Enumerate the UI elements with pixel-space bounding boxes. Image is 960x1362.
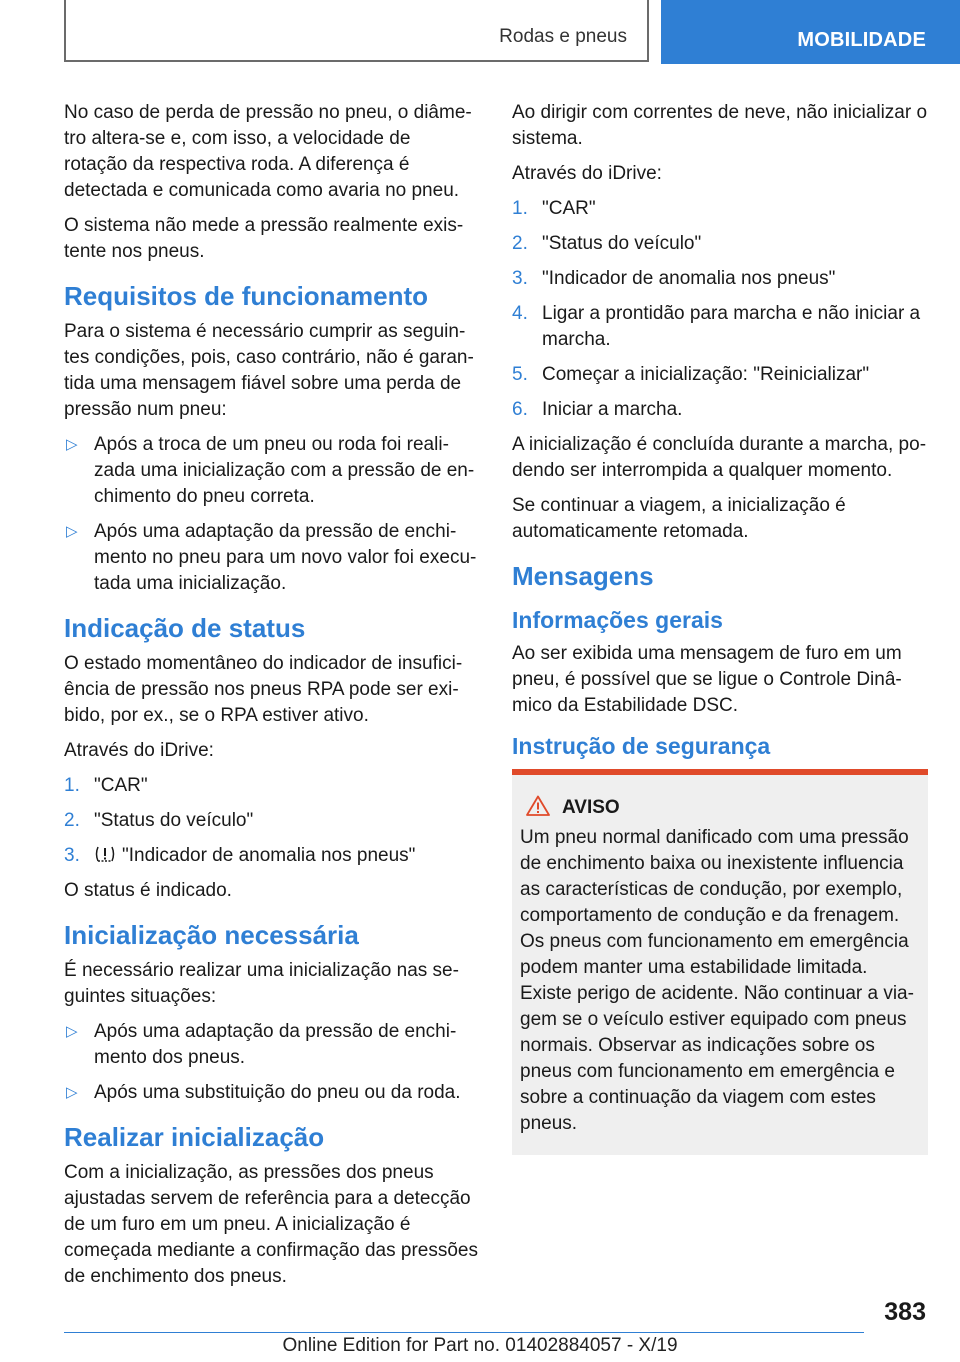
paragraph: No caso de perda de pressão no pneu, o diâmetro altera-se e, com isso, a velocidade de rotação da respectiva roda. A diferença é detectada e comunicada como avaria no pneu. <box>64 102 472 201</box>
list-item: 2. "Status do veículo" <box>64 810 254 831</box>
list-item: 5. Começar a inicialização: "Reinicializar" <box>512 364 870 385</box>
paragraph: Através do iDrive: <box>64 740 214 761</box>
triangle-bullet-icon: ▷ <box>66 1023 78 1040</box>
requirements-list <box>64 432 478 597</box>
list-item: 3. "Indicador de anomalia nos pneus" <box>64 845 416 866</box>
paragraph: Ao ser exibida uma mensagem de furo em um pneu, é possível que se ligue o Controle Dinâmico da Estabilidade DSC. <box>512 643 902 716</box>
paragraph: Se continuar a viagem, a inicialização é automaticamente retomada. <box>512 495 846 542</box>
paragraph: É necessário realizar uma inicialização nas seguintes situações: <box>64 960 459 1007</box>
header-chapter-box <box>661 0 960 64</box>
paragraph: O sistema não mede a pressão realmente existente nos pneus. <box>64 215 464 262</box>
paragraph: O estado momentâneo do indicador de insuficiência de pressão nos pneus RPA pode ser exibido, por ex., se o RPA estiver ativo. <box>64 653 463 726</box>
paragraph: Para o sistema é necessário cumprir as seguintes condições, pois, caso contrário, não é garantida uma mensagem fiável sobre uma perda de pressão num pneu: <box>64 321 474 420</box>
heading-status: Indicação de status <box>64 613 306 643</box>
heading-init-needed: Inicialização necessária <box>64 920 359 950</box>
tire-pressure-warning-icon <box>94 844 116 864</box>
list-item: ▷ Após uma adaptação da pressão de enchimento no pneu para um novo valor foi executada uma inicialização. <box>66 521 477 594</box>
list-item: ▷ Após uma adaptação da pressão de enchimento dos pneus. <box>66 1021 457 1068</box>
list-item: 4. Ligar a prontidão para marcha e não iniciar a marcha. <box>512 303 921 350</box>
triangle-bullet-icon: ▷ <box>66 1084 78 1101</box>
warning-triangle-icon <box>526 795 550 816</box>
triangle-bullet-icon: ▷ <box>66 436 78 453</box>
list-item: ▷ Após a troca de um pneu ou roda foi realizada uma inicialização com a pressão de enchimento do pneu correta. <box>66 434 475 507</box>
paragraph: A inicialização é concluída durante a marcha, podendo ser interrompida a qualquer momento. <box>512 434 927 481</box>
warning-title: AVISO <box>520 795 914 821</box>
warning-box <box>512 769 928 1155</box>
list-item: 3. "Indicador de anomalia nos pneus" <box>512 268 836 289</box>
heading-requirements: Requisitos de funcionamento <box>64 281 429 311</box>
init-steps <box>512 196 928 423</box>
paragraph: Através do iDrive: <box>512 163 662 184</box>
init-needed-list <box>64 1019 478 1106</box>
header-section-title: Rodas e pneus <box>499 26 627 47</box>
paragraph: Ao dirigir com correntes de neve, não inicializar o sistema. <box>512 102 928 149</box>
warning-text: Um pneu normal danificado com uma pressão de enchimento baixa ou inexistente influencia as características de condução, por exemplo, comportamento de condução e da frenagem. Os pneus com funcionamento em emergência podem manter uma estabilidade limitada. Existe perigo de acidente. Não continuar a viagem se o veículo estiver equipado com pneus normais. Observar as indicações sobre os pneus com funcionamento em emergência e sobre a continuação da viagem com estes pneus. <box>520 827 914 1134</box>
header-section-box <box>64 0 649 62</box>
left-column <box>64 100 478 1299</box>
heading-do-init: Realizar inicialização <box>64 1122 325 1152</box>
header-chapter-title: MOBILIDADE <box>797 29 926 51</box>
list-item: 6. Iniciar a marcha. <box>512 399 683 420</box>
triangle-bullet-icon: ▷ <box>66 523 78 540</box>
list-item: 2. "Status do veículo" <box>512 233 702 254</box>
status-steps <box>64 773 478 869</box>
page-header <box>0 0 960 66</box>
heading-general-info: Informações gerais <box>512 607 723 633</box>
page-number: 383 <box>884 1298 926 1326</box>
heading-messages: Mensagens <box>512 561 654 591</box>
list-item: ▷ Após uma substituição do pneu ou da roda. <box>64 1080 478 1106</box>
heading-safety: Instrução de segurança <box>512 733 771 759</box>
list-item: 1. "CAR" <box>64 775 148 796</box>
right-column <box>512 100 928 1155</box>
footer-text: Online Edition for Part no. 01402884057 - X/19 <box>282 1335 678 1356</box>
paragraph: O status é indicado. <box>64 880 232 901</box>
paragraph: Com a inicialização, as pressões dos pneus ajustadas servem de referência para a detecção de um furo em um pneu. A inicialização é começada mediante a confirmação das pressões de enchimento dos pneus. <box>64 1162 479 1287</box>
list-item: 1. "CAR" <box>512 198 596 219</box>
footer-divider <box>64 1332 864 1333</box>
